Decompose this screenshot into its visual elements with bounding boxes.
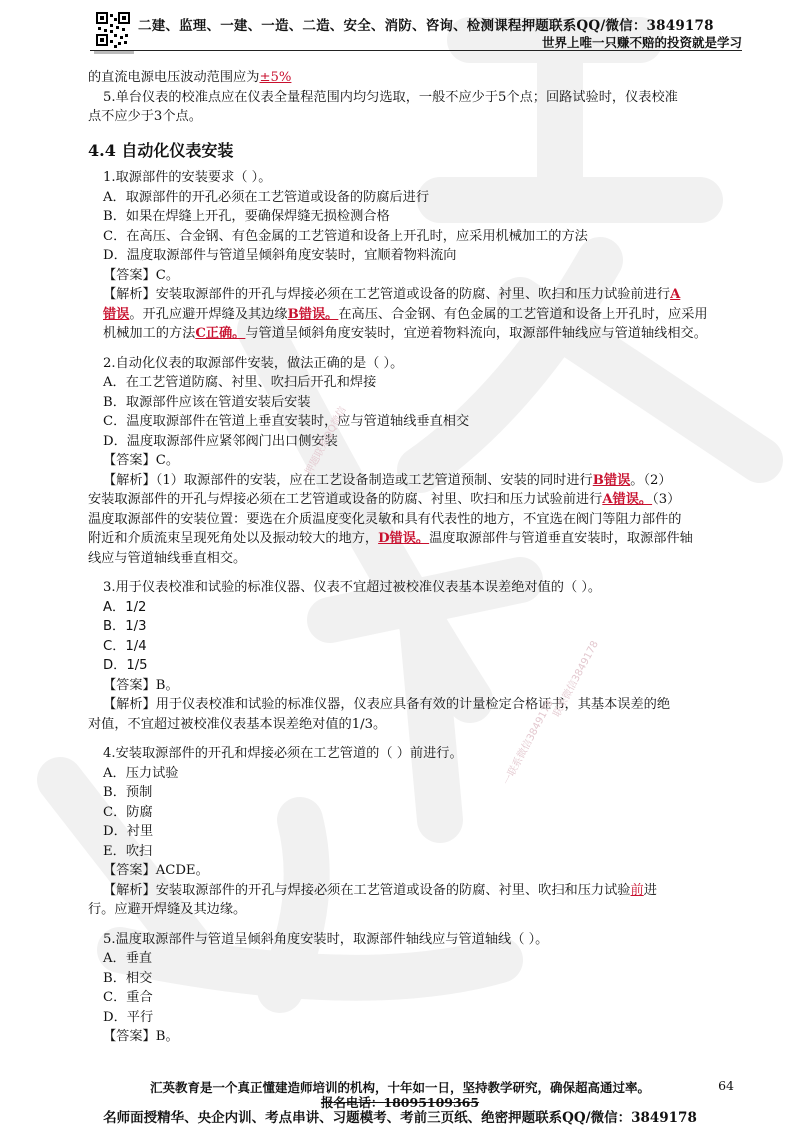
question-4 [88,744,748,920]
question-answer: 【答案】C。 [103,453,180,468]
question-option: C．1/4 [103,638,147,654]
question-option: A．压力试验 [103,765,179,781]
footer-phone: 报名电话：18095109365 [320,1095,480,1110]
question-option: B．1/3 [103,619,147,634]
page-content [88,68,748,1047]
section-title: 4.4 自动化仪表安装 [88,140,234,160]
qr-code-icon [96,12,130,50]
qr-caption-bar [94,51,134,54]
header-contact: 二建、监理、一建、一造、二造、安全、消防、咨询、检测课程押题联系QQ/微信：3849178 [138,18,714,34]
question-analysis: 【解析】（1）取源部件的安装，应在工艺设备制造或工艺管道预制、安装的同时进行B错误。（2） [103,472,672,488]
question-answer: 【答案】B。 [103,1029,179,1044]
question-analysis-cont: 对值，不宜超过被校准仪表基本误差绝对值的1/3。 [88,716,387,732]
question-answer: 【答案】B。 [103,677,179,693]
question-option: C．重合 [103,990,153,1005]
intro-line-2: 5.单台仪表的校准点应在仪表全量程范围内均匀选取，一般不应少于5个点；回路试验时，仪表校准 [103,89,678,105]
question-analysis-cont: 温度取源部件的安装位置：要选在介质温度变化灵敏和具有代表性的地方，不宜选在阀门等阻力部件的 [88,511,682,527]
highlight-value: ±5% [259,70,292,85]
question-option: C．在高压、合金钢、有色金属的工艺管道和设备上开孔时，应采用机械加工的方法 [103,228,588,244]
question-option: D．温度取源部件应紧邻阀门出口侧安装 [103,433,338,449]
question-analysis: 【解析】安装取源部件的开孔与焊接必须在工艺管道或设备的防腐、衬里、吹扫和压力试验前进 [103,882,657,898]
question-option: A．在工艺管道防腐、衬里、吹扫后开孔和焊接 [103,375,377,390]
question-option: B．取源部件应该在管道安装后安装 [103,394,311,410]
footer-slogan: 汇英教育是一个真正懂建造师培训的机构，十年如一日，坚持教学研究，确保超高通过率。 [149,1080,650,1095]
question-2 [88,354,748,569]
page-number: 64 [718,1078,734,1093]
question-stem: 2.自动化仪表的取源部件安装，做法正确的是（ ）。 [103,355,404,371]
question-option: B．如果在焊缝上开孔，要确保焊缝无损检测合格 [103,209,390,224]
question-option: D．衬里 [103,824,154,839]
page-header [0,0,800,62]
header-slogan: 世界上唯一只赚不赔的投资就是学习 [541,35,742,50]
question-option: C．防腐 [103,804,153,820]
question-answer: 【答案】C。 [103,267,180,283]
question-5 [88,930,748,1047]
question-analysis: 【解析】用于仪表校准和试验的标准仪器，仪表应具备有效的计量检定合格证书，其基本误差的绝 [103,697,671,712]
question-option: D．平行 [103,1009,154,1025]
question-stem: 3.用于仪表校准和试验的标准仪器、仪表不宜超过被校准仪表基本误差绝对值的（ ）。 [103,580,602,595]
question-option: D．1/5 [103,658,148,673]
question-option: B．预制 [103,785,153,800]
question-analysis-cont: 行。应避开焊缝及其边缘。 [88,902,247,917]
question-analysis-cont: 附近和介质流束呈现死角处以及振动较大的地方，D错误。温度取源部件与管道垂直安装时，取源部件轴 [88,531,693,546]
question-option: A．取源部件的开孔必须在工艺管道或设备的防腐后进行 [103,189,430,205]
question-1 [88,168,748,344]
question-3 [88,578,748,734]
question-answer: 【答案】ACDE。 [103,863,209,878]
question-option: A．垂直 [103,951,153,966]
question-option: D．温度取源部件与管道呈倾斜角度安装时，宜顺着物料流向 [103,248,457,263]
question-stem: 5.温度取源部件与管道呈倾斜角度安装时，取源部件轴线应与管道轴线（ ）。 [103,931,549,947]
question-analysis-cont: 线应与管道轴线垂直相交。 [88,550,247,566]
header-divider [90,50,742,51]
question-stem: 4.安装取源部件的开孔和焊接必须在工艺管道的（ ）前进行。 [103,746,463,761]
question-option: B．相交 [103,970,153,986]
question-stem: 1.取源部件的安装要求（ ）。 [103,170,272,185]
question-option: A．1/2 [103,599,147,615]
question-analysis-cont: 安装取源部件的开孔与焊接必须在工艺管道或设备的防腐、衬里、吹扫和压力试验前进行A错误。（3） [88,492,681,507]
question-option: E．吹扫 [103,843,153,859]
question-option: C．温度取源部件在管道上垂直安装时，应与管道轴线垂直相交 [103,414,470,429]
watermark-stamp: 押题联系QQ微信 [303,404,349,478]
watermark-stamp: 一联系微信3849178 [501,698,556,788]
footer-contact: 名师面授精华、央企内训、考点串讲、习题模考、考前三页纸、绝密押题联系QQ/微信：3849178 [103,1110,697,1126]
intro-line-1: 的直流电源电压波动范围应为±5% [88,70,292,85]
intro-line-3: 点不应少于3个点。 [88,109,202,124]
watermark-stamp: 联系微信3849178 [551,639,601,720]
question-analysis: 【解析】安装取源部件的开孔与焊接必须在工艺管道或设备的防腐、衬里、吹扫和压力试验前进行A 错误。开孔应避开焊缝及其边缘B错误。在高压、合金钢、有色金属的工艺管道和设备上开孔时，应采用 机械加工的方法C正确。与管道呈倾斜角度安装时，宜逆着物料流向，取源部件轴线应与管道轴线相交。 [103,287,708,341]
